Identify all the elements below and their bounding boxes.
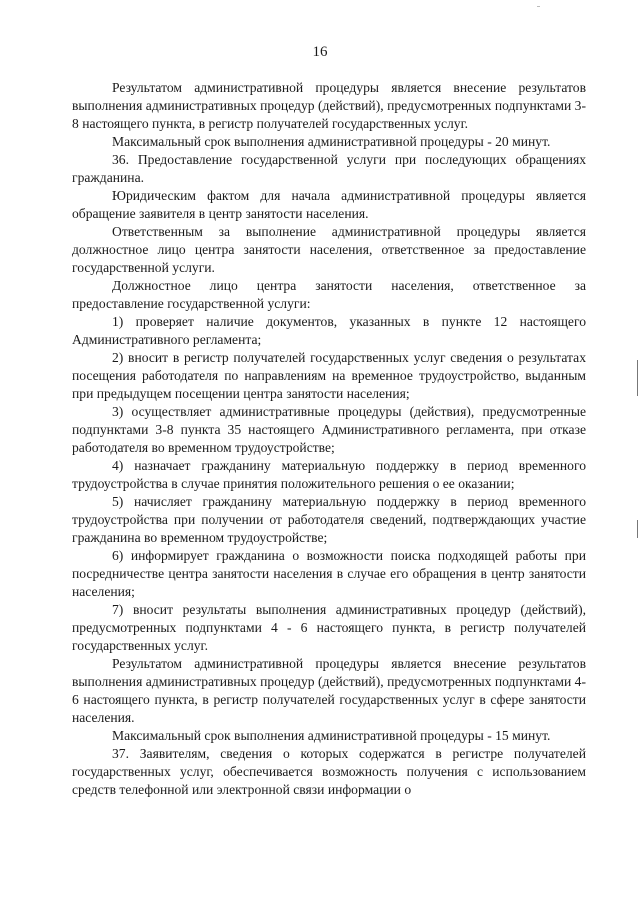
- paragraph: Результатом административной процедуры является внесение результатов выполнения административных процедур (действий), предусмотренных подпунктами 3-8 настоящего пункта, в регистр получателей государственных услуг.: [72, 80, 586, 131]
- list-item: 1) проверяет наличие документов, указанных в пункте 12 настоящего Административного регламента;: [72, 314, 586, 347]
- scan-edge-mark: [637, 360, 638, 396]
- paragraph: Максимальный срок выполнения административной процедуры - 20 минут.: [112, 134, 551, 149]
- list-item: 7) вносит результаты выполнения административных процедур (действий), предусмотренных подпунктами 4 - 6 настоящего пункта, в регистр получателей государственных услуг.: [72, 602, 586, 653]
- paragraph: Юридическим фактом для начала административной процедуры является обращение заявителя в центр занятости населения.: [72, 188, 586, 221]
- list-item: 6) информирует гражданина о возможности поиска подходящей работы при посредничестве центра занятости населения в случае его обращения в центр занятости населения;: [72, 548, 586, 599]
- scan-speck: [537, 6, 540, 7]
- paragraph: Результатом административной процедуры является внесение результатов выполнения административных процедур (действий), предусмотренных подпунктами 4-6 настоящего пункта, в регистр получателей государственных услуг в сфере занятости населения.: [72, 656, 586, 725]
- list-item: 4) назначает гражданину материальную поддержку в период временного трудоустройства в случае принятия положительного решения о ее оказании;: [72, 458, 586, 491]
- list-item: 5) начисляет гражданину материальную поддержку в период временного трудоустройства при получении от работодателя сведений, подтверждающих участие гражданина во временном трудоустройстве;: [72, 494, 586, 545]
- paragraph: Ответственным за выполнение административной процедуры является должностное лицо центра занятости населения, ответственное за предоставление государственной услуги.: [72, 224, 586, 275]
- document-body: [72, 79, 586, 799]
- paragraph: 37. Заявителям, сведения о которых содержатся в регистре получателей государственных услуг, обеспечивается возможность получения с использованием средств телефонной или электронной связи информации о: [72, 746, 586, 797]
- paragraph: Максимальный срок выполнения административной процедуры - 15 минут.: [112, 728, 551, 743]
- list-item: 2) вносит в регистр получателей государственных услуг сведения о результатах посещения работодателя по направлениям на временное трудоустройство, выданным при предыдущем посещении центра занятости населения;: [72, 350, 586, 401]
- paragraph: Должностное лицо центра занятости населения, ответственное за предоставление государственной услуги:: [72, 278, 586, 311]
- page-number: 16: [312, 44, 328, 60]
- scan-edge-mark: [637, 520, 638, 538]
- list-item: 3) осуществляет административные процедуры (действия), предусмотренные подпунктами 3-8 пункта 35 настоящего Административного регламента, при отказе работодателя во временном трудоустройстве;: [72, 404, 586, 455]
- paragraph: 36. Предоставление государственной услуги при последующих обращениях гражданина.: [72, 152, 586, 185]
